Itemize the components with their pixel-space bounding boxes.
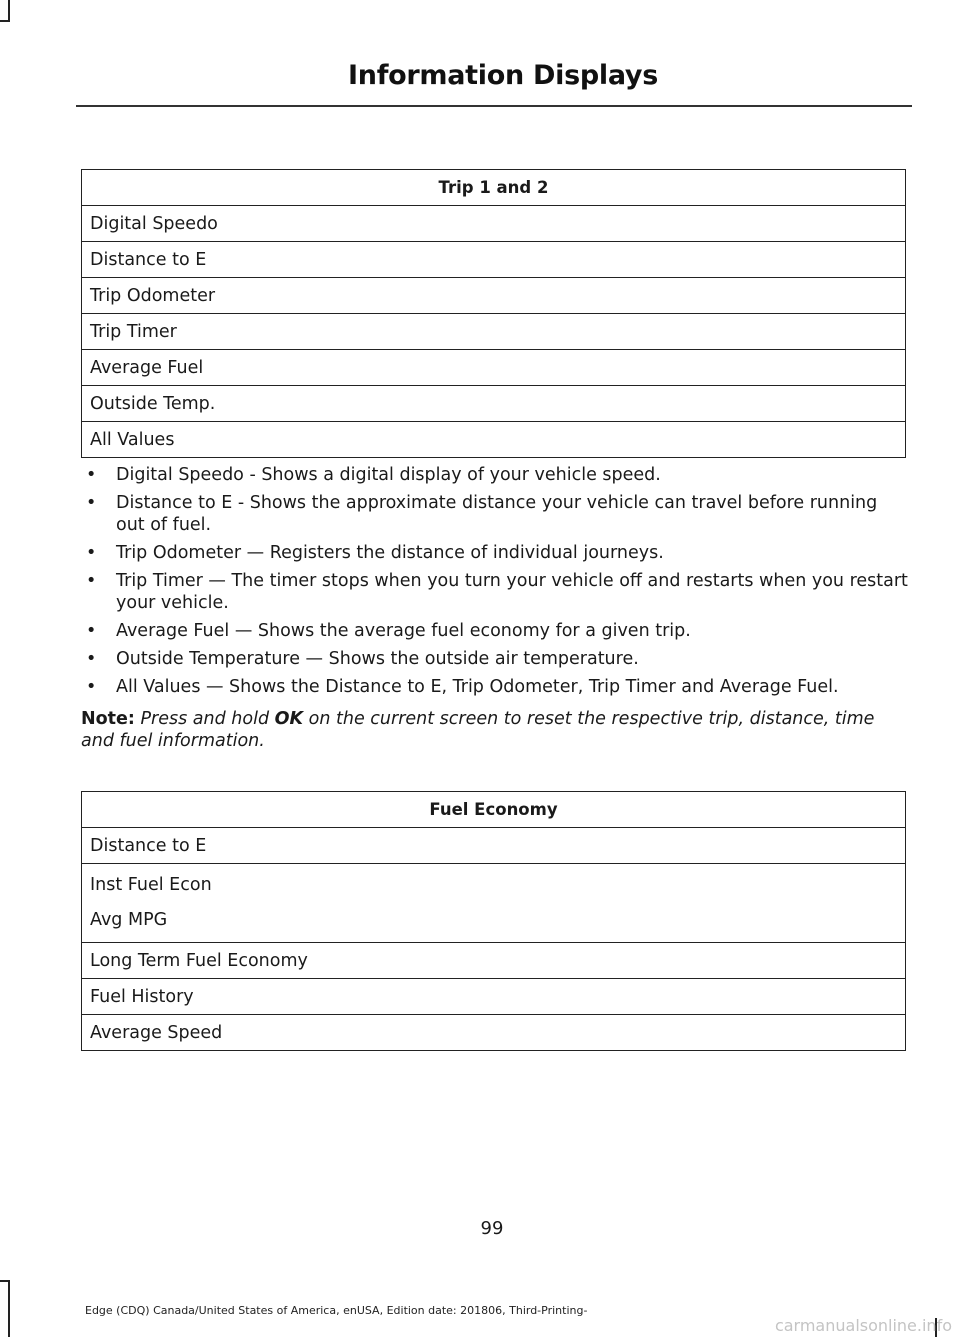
trip-table-row: Outside Temp. <box>82 386 906 422</box>
list-item: • Distance to E - Shows the approximate distance your vehicle can travel before running out of fuel. <box>86 492 908 536</box>
list-item: • All Values — Shows the Distance to E, Trip Odometer, Trip Timer and Average Fuel. <box>86 676 908 698</box>
fuel-table-line: Avg MPG <box>90 910 168 930</box>
list-item: • Digital Speedo - Shows a digital display of your vehicle speed. <box>86 464 908 486</box>
trip-table-row: Distance to E <box>82 242 906 278</box>
trip-table-row: All Values <box>82 422 906 458</box>
footer-edition: Edge (CDQ) Canada/United States of America, enUSA, Edition date: 201806, Third-Printing- <box>85 1304 588 1317</box>
crop-mark-top-left-v <box>8 0 10 22</box>
note-label: Note: <box>81 709 135 729</box>
trip-table-header: Trip 1 and 2 <box>82 170 906 206</box>
watermark: carmanualsonline.info <box>774 1316 952 1335</box>
trip-table-row: Digital Speedo <box>82 206 906 242</box>
fuel-table-line: Inst Fuel Econ <box>90 875 212 895</box>
header-rule <box>76 105 912 107</box>
note-text-after: on the current screen to reset the respective trip, distance, time and fuel information. <box>81 709 875 751</box>
page-number: 99 <box>480 1218 504 1239</box>
trip-table <box>81 169 906 458</box>
page-title: Information Displays <box>348 60 658 91</box>
crop-mark-top-left-h <box>0 20 10 22</box>
fuel-table-row: Long Term Fuel Economy <box>82 943 906 979</box>
fuel-economy-table <box>81 791 906 1051</box>
crop-mark-bottom-left-h <box>0 1280 10 1282</box>
fuel-table-row <box>82 864 906 943</box>
trip-table-row: Average Fuel <box>82 350 906 386</box>
note-paragraph <box>81 708 907 752</box>
description-list <box>86 464 908 704</box>
list-item: • Outside Temperature — Shows the outside air temperature. <box>86 648 908 670</box>
fuel-table-row: Average Speed <box>82 1015 906 1051</box>
trip-table-row: Trip Odometer <box>82 278 906 314</box>
trip-table-row: Trip Timer <box>82 314 906 350</box>
list-item: • Trip Odometer — Registers the distance of individual journeys. <box>86 542 908 564</box>
crop-mark-bottom-left-v <box>8 1280 10 1337</box>
fuel-table-row: Fuel History <box>82 979 906 1015</box>
list-item: • Average Fuel — Shows the average fuel economy for a given trip. <box>86 620 908 642</box>
fuel-table-header: Fuel Economy <box>82 792 906 828</box>
list-item: • Trip Timer — The timer stops when you turn your vehicle off and restarts when you restart your vehicle. <box>86 570 908 614</box>
fuel-table-row: Distance to E <box>82 828 906 864</box>
note-keyword: OK <box>274 709 304 729</box>
note-text-before: Press and hold <box>140 709 270 729</box>
